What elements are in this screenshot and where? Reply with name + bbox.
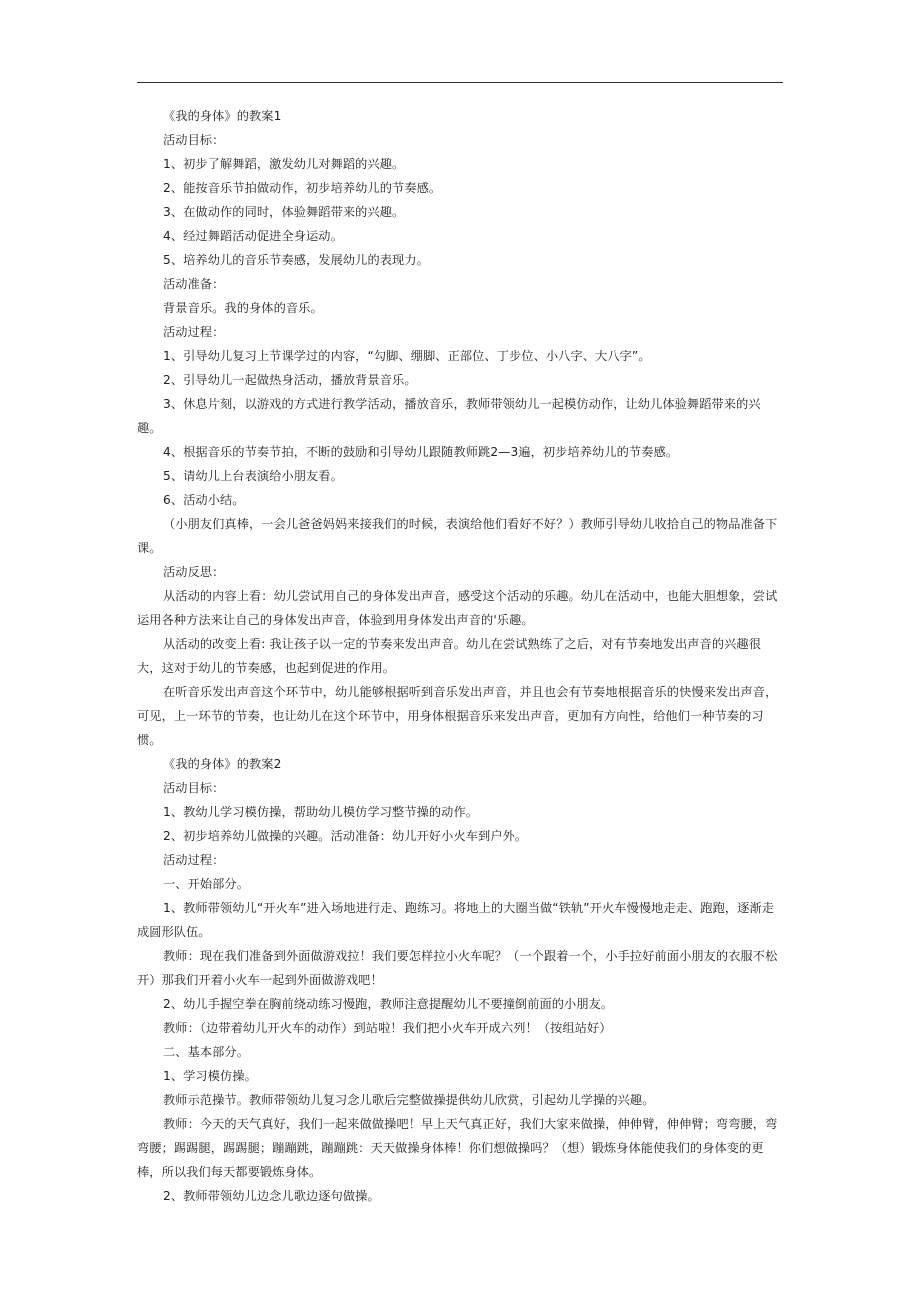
paragraph: 5、请幼儿上台表演给小朋友看。 — [163, 469, 343, 483]
paragraph: 一、开始部分。 — [163, 877, 250, 891]
paragraph: 4、根据音乐的节奏节拍，不断的鼓励和引导幼儿跟随教师跳2—3遍，初步培养幼儿的节奏感。 — [163, 445, 679, 459]
paragraph: 从活动的内容上看：幼儿尝试用自己的身体发出声音，感受这个活动的乐趣。幼儿在活动中，也能大胆想象，尝试运用各种方法来让自己的身体发出声音，体验到用身体发出声音的'乐趣。 — [137, 589, 778, 627]
section-heading: 活动准备： — [163, 277, 225, 291]
paragraph: 教师：现在我们准备到外面做游戏拉！我们要怎样拉小火车呢？（一个跟着一个，小手拉好前面小朋友的衣服不松开）那我们开着小火车一起到外面做游戏吧！ — [137, 949, 778, 987]
paragraph: 1、引导幼儿复习上节课学过的内容，“勾脚、绷脚、正部位、丁步位、小八字、大八字”。 — [163, 349, 651, 363]
section-heading: 活动目标： — [163, 781, 225, 795]
paragraph: 二、基本部分。 — [163, 1045, 250, 1059]
paragraph: （小朋友们真棒，一会儿爸爸妈妈来接我们的时候，表演给他们看好不好？）教师引导幼儿收拾自己的物品准备下课。 — [137, 517, 778, 555]
paragraph: 2、引导幼儿一起做热身活动，播放背景音乐。 — [163, 373, 417, 387]
section-heading: 活动目标： — [163, 133, 225, 147]
paragraph: 3、休息片刻，以游戏的方式进行教学活动，播放音乐，教师带领幼儿一起模仿动作，让幼儿体验舞蹈带来的兴趣。 — [137, 397, 761, 435]
paragraph: 2、教师带领幼儿边念儿歌边逐句做操。 — [163, 1189, 380, 1203]
lesson-title-1: 《我的身体》的教案1 — [163, 109, 282, 123]
lesson-title-2: 《我的身体》的教案2 — [163, 757, 282, 771]
document-body — [137, 104, 783, 1208]
paragraph: 在听音乐发出声音这个环节中，幼儿能够根据听到音乐发出声音，并且也会有节奏地根据音乐的快慢来发出声音，可见，上一环节的节奏，也让幼儿在这个环节中，用身体根据音乐来发出声音，更加有方向性，给他们一种节奏的习惯。 — [137, 685, 778, 747]
paragraph: 5、培养幼儿的音乐节奏感，发展幼儿的表现力。 — [163, 253, 429, 267]
paragraph: 3、在做动作的同时，体验舞蹈带来的兴趣。 — [163, 205, 405, 219]
paragraph: 6、活动小结。 — [163, 493, 245, 507]
paragraph: 2、幼儿手握空拳在胸前绕动练习慢跑，教师注意提醒幼儿不要撞倒前面的小朋友。 — [163, 997, 614, 1011]
paragraph: 1、学习模仿操。 — [163, 1069, 257, 1083]
section-heading: 活动反思： — [163, 565, 225, 579]
paragraph: 2、初步培养幼儿做操的兴趣。活动准备：幼儿开好小火车到户外。 — [163, 829, 528, 843]
section-heading: 活动过程： — [163, 325, 225, 339]
paragraph: 教师：今天的天气真好，我们一起来做做操吧！早上天气真正好，我们大家来做操，伸伸臂，伸伸臂；弯弯腰，弯弯腰；踢踢腿，踢踢腿；蹦蹦跳，蹦蹦跳：天天做操身体棒！你们想做操吗？（想）锻炼身体能使我们的身体变的更棒，所以我们每天都要锻炼身体。 — [137, 1117, 778, 1179]
paragraph: 1、教师带领幼儿“开火车”进入场地进行走、跑练习。将地上的大圈当做“铁轨”开火车慢慢地走走、跑跑，逐渐走成圆形队伍。 — [137, 901, 775, 939]
paragraph: 教师示范操节。教师带领幼儿复习念儿歌后完整做操提供幼儿欣赏，引起幼儿学操的兴趣。 — [163, 1093, 655, 1107]
header-rule — [137, 82, 783, 83]
paragraph: 从活动的改变上看: 我让孩子以一定的节奏来发出声音。幼儿在尝试熟练了之后，对有节奏地发出声音的兴趣很大，这对于幼儿的节奏感，也起到促进的作用。 — [137, 637, 761, 675]
paragraph: 1、教幼儿学习模仿操，帮助幼儿模仿学习整节操的动作。 — [163, 805, 479, 819]
paragraph: 2、能按音乐节拍做动作，初步培养幼儿的节奏感。 — [163, 181, 442, 195]
paragraph: 教师：（边带着幼儿开火车的动作）到站啦！我们把小火车开成六列！（按组站好） — [163, 1021, 612, 1035]
section-heading: 活动过程： — [163, 853, 225, 867]
paragraph: 背景音乐。我的身体的音乐。 — [163, 301, 323, 315]
paragraph: 4、经过舞蹈活动促进全身运动。 — [163, 229, 343, 243]
paragraph: 1、初步了解舞蹈，激发幼儿对舞蹈的兴趣。 — [163, 157, 405, 171]
